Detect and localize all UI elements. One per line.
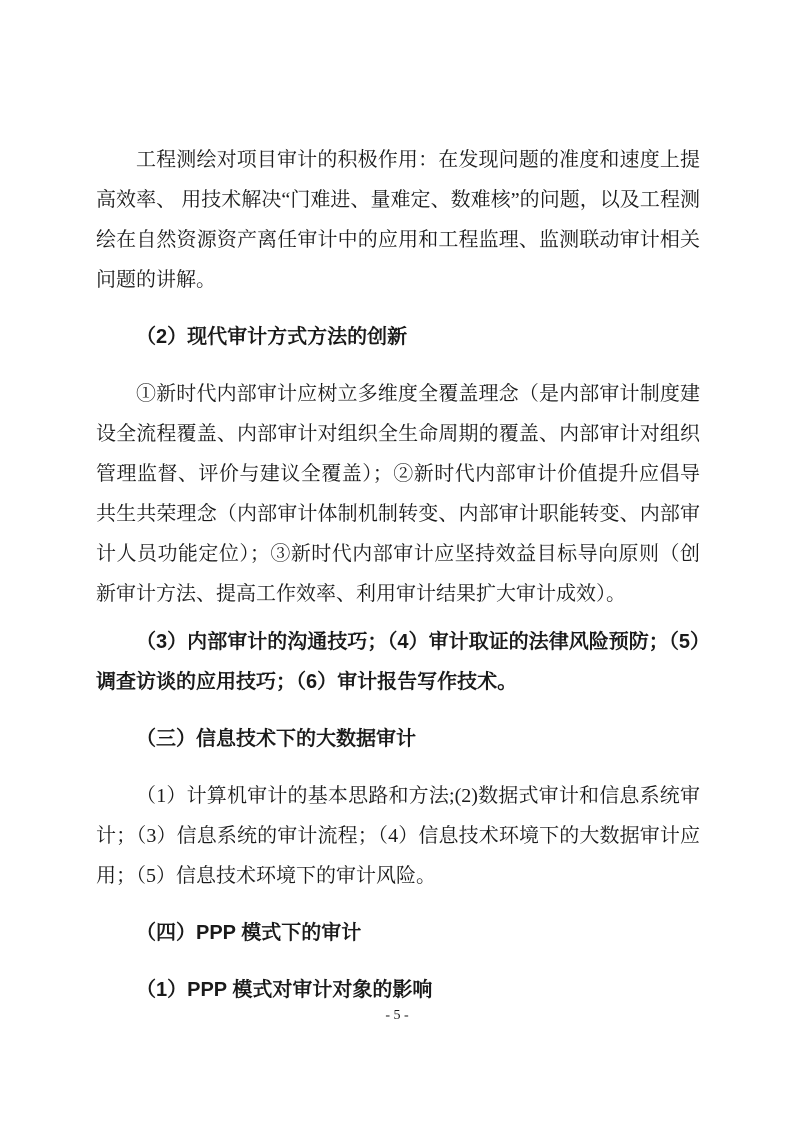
section-heading-modern-audit-methods: （2）现代审计方式方法的创新 xyxy=(136,326,408,348)
body-paragraph-computer-audit-topics: （1）计算机审计的基本思路和方法;(2)数据式审计和信息系统审计；（3）信息系统的审计流程；（4）信息技术环境下的大数据审计应用；（5）信息技术环境下的审计风险。 xyxy=(96,785,700,887)
bold-paragraph-audit-skills-list: （3）内部审计的沟通技巧；（4）审计取证的法律风险预防；（5）调查访谈的应用技巧；（6）审计报告写作技术。 xyxy=(96,631,700,693)
section-heading-big-data-audit: （三）信息技术下的大数据审计 xyxy=(136,728,416,750)
body-paragraph-surveying-audit: 工程测绘对项目审计的积极作用：在发现问题的准度和速度上提高效率、 用技术解决“门难进、量难定、数难核”的问题，以及工程测绘在自然资源资产离任审计中的应用和工程监理、监测联动审计相关问题的讲解。 xyxy=(96,149,700,291)
body-paragraph-new-era-internal-audit: ①新时代内部审计应树立多维度全覆盖理念（是内部审计制度建设全流程覆盖、内部审计对组织全生命周期的覆盖、内部审计对组织管理监督、评价与建议全覆盖）；②新时代内部审计价值提升应倡导共生共荣理念（内部审计体制机制转变、内部审计职能转变、内部审计人员功能定位）；③新时代内部审计应坚持效益目标导向原则（创新审计方法、提高工作效率、利用审计结果扩大审计成效）。 xyxy=(96,383,700,605)
page-number: - 5 - xyxy=(385,1008,409,1023)
section-heading-ppp-audit: （四）PPP 模式下的审计 xyxy=(136,922,362,944)
section-heading-ppp-impact: （1）PPP 模式对审计对象的影响 xyxy=(136,979,433,1001)
